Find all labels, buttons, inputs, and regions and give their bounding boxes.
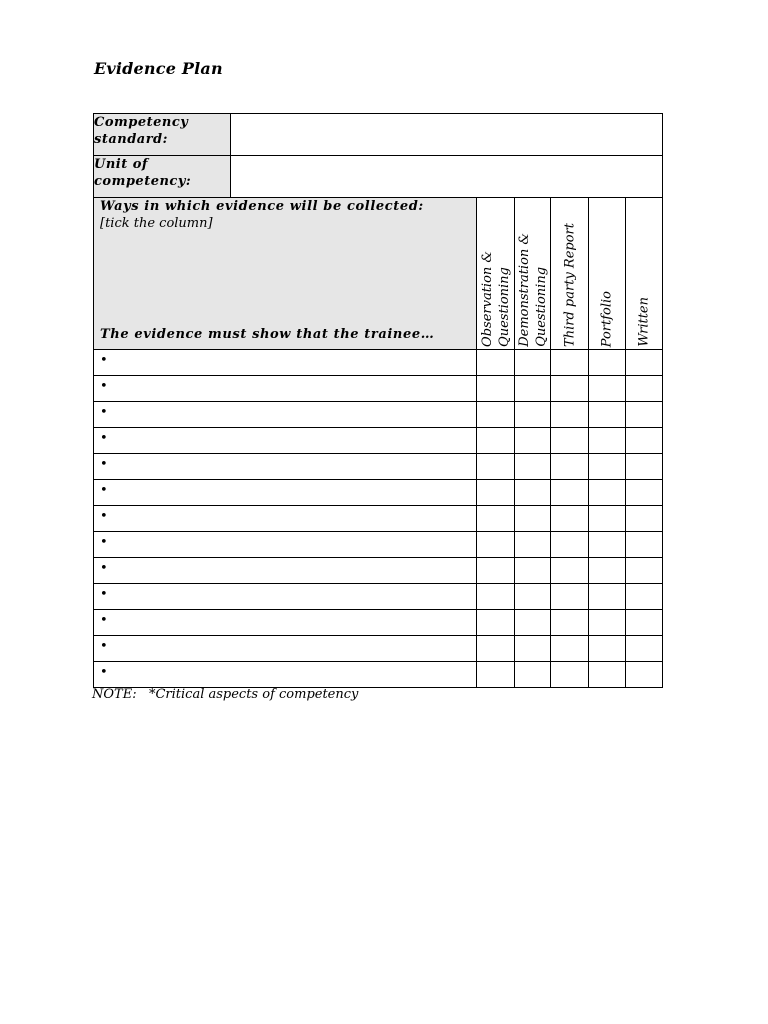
bullet: • bbox=[100, 353, 108, 368]
competency-standard-field[interactable] bbox=[231, 114, 663, 156]
tick-cell[interactable] bbox=[477, 454, 515, 480]
evidence-row bbox=[94, 584, 663, 610]
method-label bbox=[479, 251, 513, 347]
tick-cell[interactable] bbox=[477, 506, 515, 532]
tick-cell[interactable] bbox=[626, 662, 663, 688]
evidence-row bbox=[94, 454, 663, 480]
bullet: • bbox=[100, 639, 108, 654]
bullet: • bbox=[100, 587, 108, 602]
ways-title: Ways in which evidence will be collected: bbox=[100, 199, 424, 214]
method-header-1 bbox=[515, 198, 551, 350]
bullet: • bbox=[100, 561, 108, 576]
method-label-line1: Written bbox=[636, 297, 652, 347]
tick-cell[interactable] bbox=[589, 506, 626, 532]
evidence-item[interactable] bbox=[94, 584, 477, 610]
ways-subtitle: [tick the column] bbox=[100, 216, 213, 231]
evidence-item[interactable] bbox=[94, 662, 477, 688]
evidence-row bbox=[94, 558, 663, 584]
evidence-row bbox=[94, 480, 663, 506]
tick-cell[interactable] bbox=[551, 350, 589, 376]
tick-cell[interactable] bbox=[589, 662, 626, 688]
tick-cell[interactable] bbox=[589, 454, 626, 480]
tick-cell[interactable] bbox=[477, 558, 515, 584]
tick-cell[interactable] bbox=[626, 402, 663, 428]
tick-cell[interactable] bbox=[589, 428, 626, 454]
tick-cell[interactable] bbox=[515, 662, 551, 688]
tick-cell[interactable] bbox=[589, 584, 626, 610]
method-label-line2: Questioning bbox=[496, 267, 512, 347]
tick-cell[interactable] bbox=[477, 610, 515, 636]
tick-cell[interactable] bbox=[477, 376, 515, 402]
bullet: • bbox=[100, 405, 108, 420]
tick-cell[interactable] bbox=[515, 558, 551, 584]
evidence-item[interactable] bbox=[94, 350, 477, 376]
evidence-row bbox=[94, 428, 663, 454]
tick-cell[interactable] bbox=[626, 584, 663, 610]
bullet: • bbox=[100, 665, 108, 680]
tick-cell[interactable] bbox=[477, 532, 515, 558]
method-label-line2: Questioning bbox=[533, 267, 549, 347]
evidence-row bbox=[94, 506, 663, 532]
bullet: • bbox=[100, 535, 108, 550]
tick-cell[interactable] bbox=[551, 402, 589, 428]
tick-cell[interactable] bbox=[551, 662, 589, 688]
method-header-2 bbox=[551, 198, 589, 350]
evidence-item[interactable] bbox=[94, 480, 477, 506]
evidence-item[interactable] bbox=[94, 610, 477, 636]
tick-cell[interactable] bbox=[477, 480, 515, 506]
tick-cell[interactable] bbox=[626, 532, 663, 558]
method-label-line1: Portfolio bbox=[599, 290, 615, 347]
evidence-statement: The evidence must show that the trainee… bbox=[100, 327, 435, 342]
tick-cell[interactable] bbox=[551, 532, 589, 558]
method-label bbox=[561, 223, 578, 347]
bullet: • bbox=[100, 431, 108, 446]
method-label-line1: Third party Report bbox=[562, 223, 577, 347]
tick-cell[interactable] bbox=[477, 428, 515, 454]
tick-cell[interactable] bbox=[551, 376, 589, 402]
tick-cell[interactable] bbox=[515, 480, 551, 506]
evidence-item[interactable] bbox=[94, 558, 477, 584]
tick-cell[interactable] bbox=[626, 636, 663, 662]
evidence-methods-header bbox=[94, 198, 477, 350]
method-header-0 bbox=[477, 198, 515, 350]
tick-cell[interactable] bbox=[589, 402, 626, 428]
method-label bbox=[516, 233, 550, 347]
evidence-item[interactable] bbox=[94, 454, 477, 480]
tick-cell[interactable] bbox=[589, 350, 626, 376]
tick-cell[interactable] bbox=[551, 428, 589, 454]
tick-cell[interactable] bbox=[589, 532, 626, 558]
evidence-item[interactable] bbox=[94, 636, 477, 662]
tick-cell[interactable] bbox=[515, 350, 551, 376]
tick-cell[interactable] bbox=[589, 376, 626, 402]
tick-cell[interactable] bbox=[626, 480, 663, 506]
evidence-item[interactable] bbox=[94, 376, 477, 402]
method-header-3 bbox=[589, 198, 626, 350]
bullet: • bbox=[100, 457, 108, 472]
tick-cell[interactable] bbox=[551, 506, 589, 532]
unit-of-competency-field[interactable] bbox=[231, 156, 663, 198]
tick-cell[interactable] bbox=[551, 558, 589, 584]
method-label bbox=[599, 291, 616, 347]
tick-cell[interactable] bbox=[477, 350, 515, 376]
tick-cell[interactable] bbox=[551, 584, 589, 610]
tick-cell[interactable] bbox=[626, 454, 663, 480]
tick-cell[interactable] bbox=[515, 376, 551, 402]
tick-cell[interactable] bbox=[589, 480, 626, 506]
evidence-plan-table bbox=[93, 113, 663, 688]
tick-cell[interactable] bbox=[515, 584, 551, 610]
tick-cell[interactable] bbox=[626, 610, 663, 636]
tick-cell[interactable] bbox=[477, 636, 515, 662]
tick-cell[interactable] bbox=[626, 350, 663, 376]
tick-cell[interactable] bbox=[626, 376, 663, 402]
evidence-row bbox=[94, 376, 663, 402]
evidence-row bbox=[94, 662, 663, 688]
page-title: Evidence Plan bbox=[94, 59, 223, 78]
tick-cell[interactable] bbox=[589, 610, 626, 636]
bullet: • bbox=[100, 379, 108, 394]
tick-cell[interactable] bbox=[477, 402, 515, 428]
bullet: • bbox=[100, 509, 108, 524]
tick-cell[interactable] bbox=[551, 480, 589, 506]
tick-cell[interactable] bbox=[515, 428, 551, 454]
tick-cell[interactable] bbox=[551, 636, 589, 662]
tick-cell[interactable] bbox=[626, 506, 663, 532]
tick-cell[interactable] bbox=[515, 610, 551, 636]
tick-cell[interactable] bbox=[515, 454, 551, 480]
tick-cell[interactable] bbox=[551, 454, 589, 480]
evidence-row bbox=[94, 350, 663, 376]
competency-standard-label: Competency standard: bbox=[94, 114, 231, 156]
evidence-item[interactable] bbox=[94, 532, 477, 558]
tick-cell[interactable] bbox=[477, 662, 515, 688]
method-label bbox=[636, 297, 653, 347]
tick-cell[interactable] bbox=[477, 584, 515, 610]
method-header-4 bbox=[626, 198, 663, 350]
unit-of-competency-label: Unit of competency: bbox=[94, 156, 231, 198]
tick-cell[interactable] bbox=[515, 532, 551, 558]
evidence-row bbox=[94, 532, 663, 558]
tick-cell[interactable] bbox=[626, 428, 663, 454]
method-label-line1: Observation & bbox=[479, 251, 495, 347]
evidence-item[interactable] bbox=[94, 402, 477, 428]
evidence-item[interactable] bbox=[94, 506, 477, 532]
tick-cell[interactable] bbox=[551, 610, 589, 636]
method-label-line1: Demonstration & bbox=[516, 233, 532, 347]
tick-cell[interactable] bbox=[626, 558, 663, 584]
bullet: • bbox=[100, 613, 108, 628]
evidence-row bbox=[94, 402, 663, 428]
tick-cell[interactable] bbox=[589, 558, 626, 584]
tick-cell[interactable] bbox=[515, 636, 551, 662]
tick-cell[interactable] bbox=[589, 636, 626, 662]
tick-cell[interactable] bbox=[515, 402, 551, 428]
evidence-row bbox=[94, 636, 663, 662]
bullet: • bbox=[100, 483, 108, 498]
evidence-row bbox=[94, 610, 663, 636]
tick-cell[interactable] bbox=[515, 506, 551, 532]
evidence-item[interactable] bbox=[94, 428, 477, 454]
note-text: NOTE: *Critical aspects of competency bbox=[92, 687, 359, 702]
